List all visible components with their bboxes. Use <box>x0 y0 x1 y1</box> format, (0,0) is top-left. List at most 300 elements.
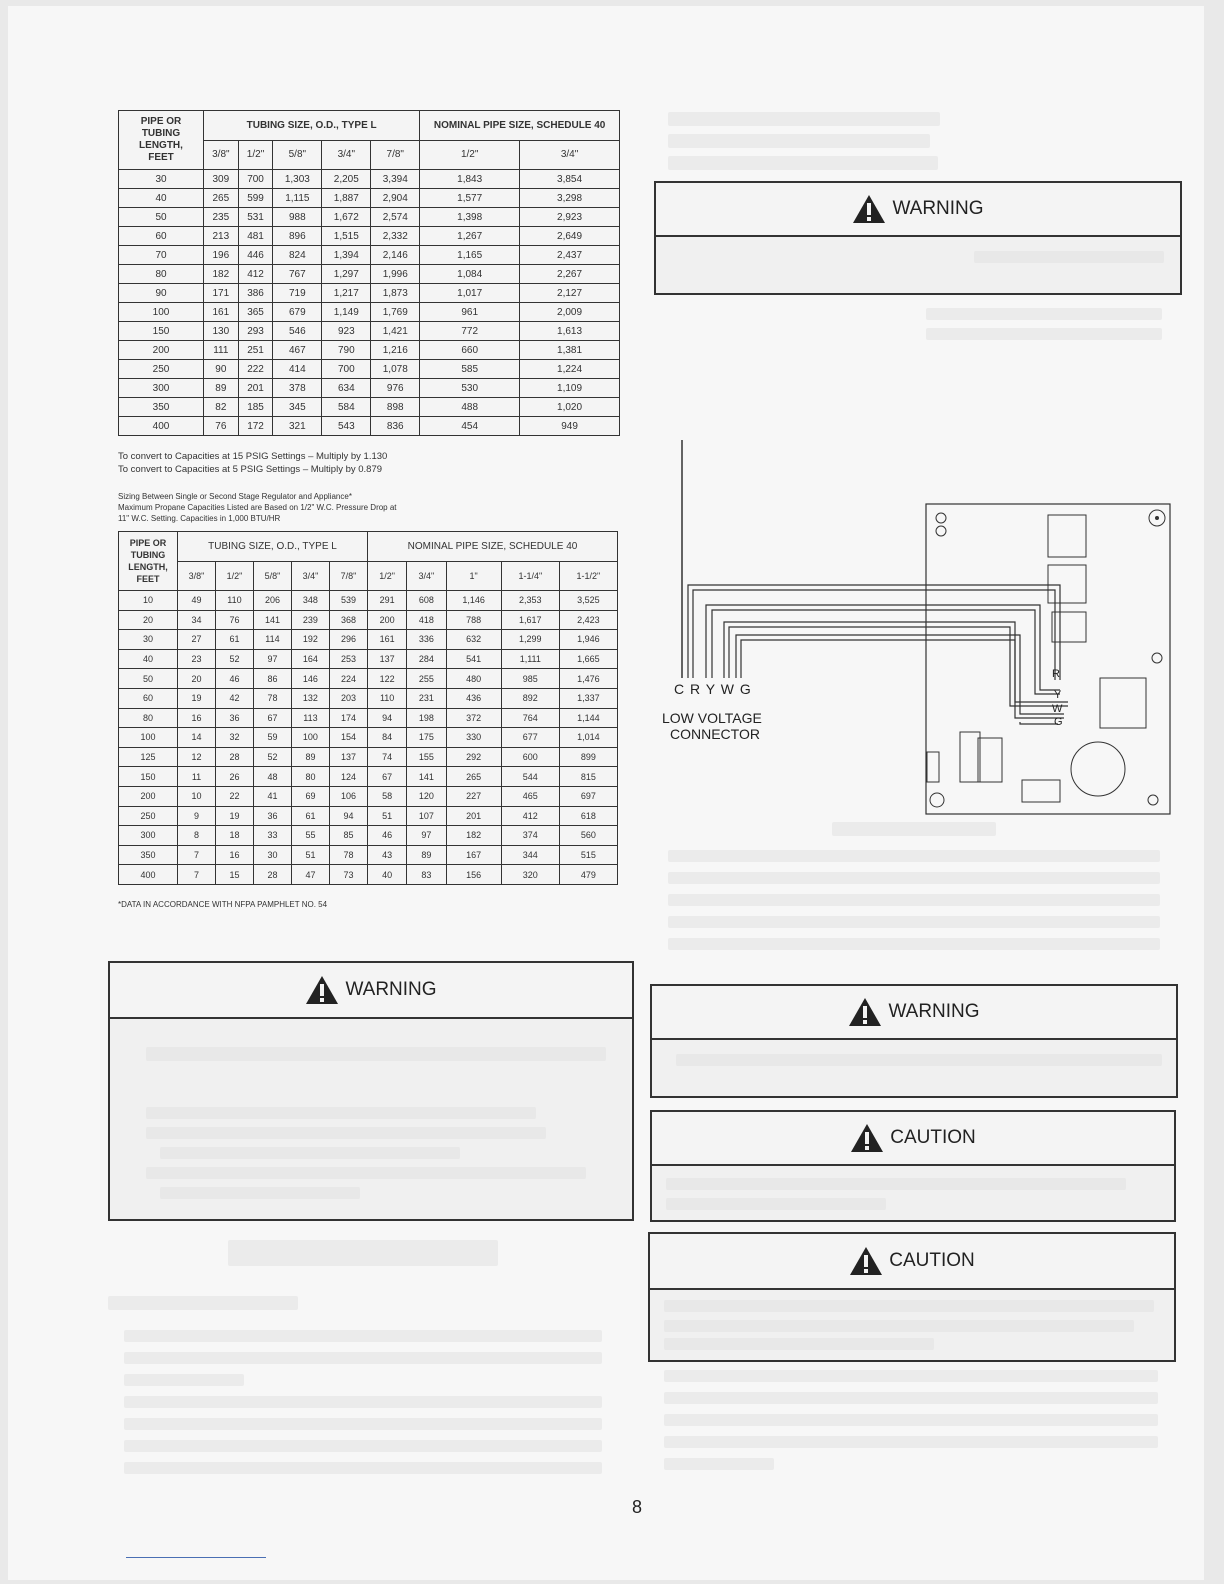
capacity-cell: 48 <box>253 767 291 787</box>
capacity-cell: 412 <box>238 265 273 284</box>
capacity-cell: 1,421 <box>371 322 420 341</box>
capacity-cell: 15 <box>215 865 253 885</box>
capacity-cell: 1,146 <box>446 591 501 611</box>
capacity-cell: 55 <box>291 826 329 846</box>
capacity-cell: 1,476 <box>559 669 617 689</box>
capacity-cell: 2,649 <box>520 227 620 246</box>
capacity-cell: 172 <box>238 417 273 436</box>
wire-label-w: W <box>1052 703 1063 715</box>
warning-title: WARNING <box>888 1001 980 1022</box>
capacity-cell: 1,873 <box>371 284 420 303</box>
faded-text-line <box>664 1300 1154 1312</box>
wire-label-r: R <box>1052 668 1060 680</box>
capacity-cell: 36 <box>215 708 253 728</box>
capacity-cell: 51 <box>367 806 406 826</box>
capacity-cell: 479 <box>559 865 617 885</box>
capacity-cell: 531 <box>238 208 273 227</box>
length-cell: 150 <box>119 767 178 787</box>
capacity-cell: 700 <box>238 170 273 189</box>
capacity-cell: 1,014 <box>559 728 617 748</box>
conversion-note-5psig: To convert to Capacities at 5 PSIG Settings – Multiply by 0.879 <box>118 464 383 475</box>
capacity-cell: 156 <box>446 865 501 885</box>
capacity-cell: 132 <box>291 688 329 708</box>
length-cell: 250 <box>119 360 204 379</box>
faded-text-line <box>124 1396 602 1408</box>
capacity-cell: 372 <box>446 708 501 728</box>
capacity-cell: 30 <box>253 845 291 865</box>
size-header: 1-1/2" <box>559 561 617 591</box>
conversion-note-15psig: To convert to Capacities at 15 PSIG Settings – Multiply by 1.130 <box>118 451 388 462</box>
capacity-cell: 19 <box>215 806 253 826</box>
capacity-cell: 1,398 <box>420 208 520 227</box>
capacity-cell: 10 <box>178 786 216 806</box>
table-row <box>119 826 618 846</box>
terminal-labels: C R Y W G <box>674 681 752 697</box>
length-cell: 90 <box>119 284 204 303</box>
capacity-cell: 94 <box>367 708 406 728</box>
capacity-cell: 1,216 <box>371 341 420 360</box>
capacity-cell: 94 <box>329 806 367 826</box>
table-row <box>119 865 618 885</box>
warning-title: WARNING <box>345 979 437 1000</box>
capacity-cell: 122 <box>367 669 406 689</box>
capacity-cell: 58 <box>367 786 406 806</box>
capacity-cell: 600 <box>501 747 559 767</box>
length-cell: 50 <box>119 669 178 689</box>
table-row <box>119 208 620 227</box>
size-header: 3/4" <box>291 561 329 591</box>
capacity-cell: 18 <box>215 826 253 846</box>
capacity-cell: 213 <box>204 227 239 246</box>
capacity-cell: 436 <box>446 688 501 708</box>
capacity-cell: 767 <box>273 265 322 284</box>
length-cell: 250 <box>119 806 178 826</box>
faded-text-line <box>124 1374 244 1386</box>
capacity-cell: 227 <box>446 786 501 806</box>
capacity-cell: 1,381 <box>520 341 620 360</box>
capacity-cell: 26 <box>215 767 253 787</box>
length-cell: 10 <box>119 591 178 611</box>
table-row <box>119 591 618 611</box>
capacity-cell: 764 <box>501 708 559 728</box>
faded-text-line <box>668 916 1160 928</box>
capacity-cell: 137 <box>367 649 406 669</box>
length-cell: 30 <box>119 170 204 189</box>
capacity-cell: 161 <box>367 630 406 650</box>
capacity-cell: 530 <box>420 379 520 398</box>
capacity-cell: 1,224 <box>520 360 620 379</box>
length-cell: 300 <box>119 379 204 398</box>
capacity-cell: 961 <box>420 303 520 322</box>
capacity-cell: 80 <box>291 767 329 787</box>
nominal-pipe-header: NOMINAL PIPE SIZE, SCHEDULE 40 <box>420 111 620 141</box>
capacity-cell: 8 <box>178 826 216 846</box>
capacity-cell: 1,665 <box>559 649 617 669</box>
capacity-cell: 790 <box>322 341 371 360</box>
capacity-cell: 100 <box>291 728 329 748</box>
capacity-cell: 22 <box>215 786 253 806</box>
faded-text-line <box>124 1418 602 1430</box>
capacity-cell: 235 <box>204 208 239 227</box>
capacity-cell: 1,217 <box>322 284 371 303</box>
faded-text-line <box>668 872 1160 884</box>
table-row <box>119 379 620 398</box>
capacity-cell: 111 <box>204 341 239 360</box>
size-header: 7/8" <box>371 140 420 170</box>
table-row <box>119 688 618 708</box>
size-header: 1/2" <box>215 561 253 591</box>
caution-triangle-icon <box>850 1123 884 1153</box>
capacity-cell: 107 <box>407 806 446 826</box>
length-cell: 80 <box>119 265 204 284</box>
capacity-cell: 43 <box>367 845 406 865</box>
warning-box-shock <box>650 984 1178 1098</box>
capacity-cell: 1,115 <box>273 189 322 208</box>
table-row <box>119 417 620 436</box>
nfpa-footnote: *DATA IN ACCORDANCE WITH NFPA PAMPHLET NO. 54 <box>118 900 328 909</box>
capacity-cell: 146 <box>291 669 329 689</box>
capacity-cell: 585 <box>420 360 520 379</box>
capacity-cell: 231 <box>407 688 446 708</box>
capacity-cell: 33 <box>253 826 291 846</box>
capacity-cell: 541 <box>446 649 501 669</box>
faded-text-line <box>146 1127 546 1139</box>
warning-header <box>652 986 1176 1040</box>
capacity-cell: 1,394 <box>322 246 371 265</box>
capacity-cell: 898 <box>371 398 420 417</box>
capacity-cell: 82 <box>204 398 239 417</box>
capacity-cell: 454 <box>420 417 520 436</box>
warning-triangle-icon <box>848 997 882 1027</box>
capacity-cell: 89 <box>291 747 329 767</box>
capacity-cell: 137 <box>329 747 367 767</box>
table-row <box>119 284 620 303</box>
capacity-cell: 1,577 <box>420 189 520 208</box>
faded-text-line <box>160 1187 360 1199</box>
faded-text-line <box>676 1054 1162 1066</box>
capacity-cell: 1,078 <box>371 360 420 379</box>
capacity-cell: 378 <box>273 379 322 398</box>
faded-text-line <box>664 1436 1158 1448</box>
size-header: 3/4" <box>520 140 620 170</box>
capacity-cell: 201 <box>446 806 501 826</box>
capacity-cell: 815 <box>559 767 617 787</box>
length-cell: 40 <box>119 649 178 669</box>
sizing-note-2: Maximum Propane Capacities Listed are Based on 1/2" W.C. Pressure Drop at <box>118 503 397 512</box>
capacity-cell: 67 <box>367 767 406 787</box>
warning-header <box>656 183 1180 237</box>
capacity-cell: 3,854 <box>520 170 620 189</box>
length-cell: 20 <box>119 610 178 630</box>
capacity-cell: 539 <box>329 591 367 611</box>
table-row <box>119 669 618 689</box>
faded-text-line <box>146 1047 606 1061</box>
capacity-cell: 12 <box>178 747 216 767</box>
table-row <box>119 728 618 748</box>
capacity-cell: 1,769 <box>371 303 420 322</box>
warning-title: WARNING <box>892 198 984 219</box>
length-cell: 400 <box>119 417 204 436</box>
capacity-cell: 1,020 <box>520 398 620 417</box>
faded-text-line <box>664 1320 1134 1332</box>
capacity-cell: 677 <box>501 728 559 748</box>
length-cell: 70 <box>119 246 204 265</box>
table-row <box>119 649 618 669</box>
faded-subheading <box>832 822 996 836</box>
capacity-cell: 74 <box>367 747 406 767</box>
faded-text-line <box>664 1392 1158 1404</box>
faded-text-line <box>668 134 930 148</box>
connector-label-line1: LOW VOLTAGE <box>662 710 762 726</box>
caution-box-2 <box>648 1232 1176 1362</box>
pipe-length-header: PIPE OR TUBING LENGTH, FEET <box>119 111 204 170</box>
pipe-length-header-2: PIPE OR TUBING LENGTH, FEET <box>119 532 178 591</box>
caution-header <box>650 1234 1174 1290</box>
capacity-cell: 16 <box>215 845 253 865</box>
capacity-cell: 1,946 <box>559 630 617 650</box>
nominal-pipe-header-2: NOMINAL PIPE SIZE, SCHEDULE 40 <box>367 532 617 562</box>
capacity-cell: 175 <box>407 728 446 748</box>
length-cell: 40 <box>119 189 204 208</box>
faded-section-title <box>228 1240 498 1266</box>
faded-text-line <box>926 328 1162 340</box>
capacity-cell: 67 <box>253 708 291 728</box>
capacity-cell: 480 <box>446 669 501 689</box>
table-row <box>119 806 618 826</box>
faded-text-line <box>124 1440 602 1452</box>
capacity-cell: 201 <box>238 379 273 398</box>
capacity-cell: 336 <box>407 630 446 650</box>
capacity-cell: 599 <box>238 189 273 208</box>
capacity-cell: 78 <box>329 845 367 865</box>
capacity-cell: 253 <box>329 649 367 669</box>
capacity-cell: 719 <box>273 284 322 303</box>
capacity-cell: 1,267 <box>420 227 520 246</box>
capacity-cell: 46 <box>215 669 253 689</box>
caution-box-1 <box>650 1110 1176 1222</box>
capacity-cell: 9 <box>178 806 216 826</box>
capacity-cell: 1,613 <box>520 322 620 341</box>
size-header: 3/4" <box>407 561 446 591</box>
capacity-cell: 2,923 <box>520 208 620 227</box>
capacity-cell: 120 <box>407 786 446 806</box>
capacity-cell: 86 <box>253 669 291 689</box>
faded-text-line <box>124 1330 602 1342</box>
table-row <box>119 360 620 379</box>
capacity-cell: 1,996 <box>371 265 420 284</box>
capacity-cell: 1,297 <box>322 265 371 284</box>
table-row <box>119 398 620 417</box>
warning-box-propane <box>108 961 634 1221</box>
capacity-cell: 167 <box>446 845 501 865</box>
capacity-cell: 467 <box>273 341 322 360</box>
capacity-cell: 185 <box>238 398 273 417</box>
capacity-cell: 700 <box>322 360 371 379</box>
propane-capacity-table-1 <box>118 110 620 436</box>
faded-text-line <box>146 1167 586 1179</box>
capacity-cell: 16 <box>178 708 216 728</box>
capacity-cell: 1,617 <box>501 610 559 630</box>
capacity-cell: 59 <box>253 728 291 748</box>
capacity-cell: 255 <box>407 669 446 689</box>
capacity-cell: 52 <box>215 649 253 669</box>
capacity-cell: 124 <box>329 767 367 787</box>
table-row <box>119 303 620 322</box>
capacity-cell: 772 <box>420 322 520 341</box>
capacity-cell: 348 <box>291 591 329 611</box>
capacity-cell: 73 <box>329 865 367 885</box>
capacity-cell: 988 <box>273 208 322 227</box>
capacity-cell: 1,337 <box>559 688 617 708</box>
capacity-cell: 27 <box>178 630 216 650</box>
capacity-cell: 546 <box>273 322 322 341</box>
capacity-cell: 899 <box>559 747 617 767</box>
capacity-cell: 203 <box>329 688 367 708</box>
faded-text-line <box>146 1107 536 1119</box>
connector-label-line2: CONNECTOR <box>670 726 760 742</box>
size-header: 3/8" <box>204 140 239 170</box>
length-cell: 80 <box>119 708 178 728</box>
table-row <box>119 767 618 787</box>
capacity-cell: 1,299 <box>501 630 559 650</box>
capacity-cell: 28 <box>253 865 291 885</box>
capacity-cell: 141 <box>253 610 291 630</box>
capacity-cell: 896 <box>273 227 322 246</box>
capacity-cell: 3,298 <box>520 189 620 208</box>
capacity-cell: 182 <box>204 265 239 284</box>
capacity-cell: 224 <box>329 669 367 689</box>
capacity-cell: 61 <box>215 630 253 650</box>
capacity-cell: 200 <box>367 610 406 630</box>
capacity-cell: 49 <box>178 591 216 611</box>
capacity-cell: 110 <box>367 688 406 708</box>
capacity-cell: 2,205 <box>322 170 371 189</box>
capacity-cell: 97 <box>253 649 291 669</box>
capacity-cell: 465 <box>501 786 559 806</box>
capacity-cell: 2,267 <box>520 265 620 284</box>
sizing-note-1: Sizing Between Single or Second Stage Regulator and Appliance* <box>118 492 352 501</box>
capacity-cell: 2,009 <box>520 303 620 322</box>
faded-text-line <box>664 1338 934 1350</box>
capacity-cell: 46 <box>367 826 406 846</box>
capacity-cell: 2,574 <box>371 208 420 227</box>
capacity-cell: 2,332 <box>371 227 420 246</box>
size-header: 1/2" <box>367 561 406 591</box>
length-cell: 350 <box>119 398 204 417</box>
capacity-cell: 320 <box>501 865 559 885</box>
capacity-cell: 20 <box>178 669 216 689</box>
table-row <box>119 189 620 208</box>
capacity-cell: 923 <box>322 322 371 341</box>
capacity-cell: 164 <box>291 649 329 669</box>
capacity-cell: 1,843 <box>420 170 520 189</box>
table-row <box>119 786 618 806</box>
table-row <box>119 630 618 650</box>
capacity-cell: 634 <box>322 379 371 398</box>
size-header: 3/4" <box>322 140 371 170</box>
warning-triangle-icon <box>852 194 886 224</box>
capacity-cell: 51 <box>291 845 329 865</box>
capacity-cell: 1,303 <box>273 170 322 189</box>
capacity-cell: 481 <box>238 227 273 246</box>
faded-text-line <box>124 1462 602 1474</box>
capacity-cell: 113 <box>291 708 329 728</box>
faded-text-line <box>668 850 1160 862</box>
capacity-cell: 368 <box>329 610 367 630</box>
capacity-cell: 1,017 <box>420 284 520 303</box>
capacity-cell: 296 <box>329 630 367 650</box>
caution-header <box>652 1112 1174 1166</box>
caution-triangle-icon <box>849 1246 883 1276</box>
faded-text-line <box>160 1147 460 1159</box>
table-row <box>119 265 620 284</box>
capacity-cell: 697 <box>559 786 617 806</box>
wire-label-y: Y <box>1054 689 1062 701</box>
capacity-cell: 321 <box>273 417 322 436</box>
capacity-cell: 265 <box>446 767 501 787</box>
faded-text-line <box>124 1352 602 1364</box>
length-cell: 300 <box>119 826 178 846</box>
capacity-cell: 84 <box>367 728 406 748</box>
table-row <box>119 246 620 265</box>
capacity-cell: 174 <box>329 708 367 728</box>
warning-box-electrical <box>654 181 1182 295</box>
length-cell: 150 <box>119 322 204 341</box>
table-row <box>119 170 620 189</box>
capacity-cell: 36 <box>253 806 291 826</box>
capacity-cell: 584 <box>322 398 371 417</box>
capacity-cell: 110 <box>215 591 253 611</box>
length-cell: 100 <box>119 303 204 322</box>
capacity-cell: 154 <box>329 728 367 748</box>
capacity-cell: 7 <box>178 865 216 885</box>
capacity-cell: 106 <box>329 786 367 806</box>
sizing-note-3: 11" W.C. Setting. Capacities in 1,000 BTU/HR <box>118 514 281 523</box>
capacity-cell: 130 <box>204 322 239 341</box>
capacity-cell: 660 <box>420 341 520 360</box>
capacity-cell: 78 <box>253 688 291 708</box>
warning-triangle-icon <box>305 975 339 1005</box>
length-cell: 400 <box>119 865 178 885</box>
capacity-cell: 28 <box>215 747 253 767</box>
capacity-cell: 3,394 <box>371 170 420 189</box>
capacity-cell: 61 <box>291 806 329 826</box>
capacity-cell: 83 <box>407 865 446 885</box>
capacity-cell: 182 <box>446 826 501 846</box>
capacity-cell: 515 <box>559 845 617 865</box>
size-header: 3/8" <box>178 561 216 591</box>
capacity-cell: 23 <box>178 649 216 669</box>
tubing-size-header-2: TUBING SIZE, O.D., TYPE L <box>178 532 368 562</box>
capacity-cell: 976 <box>371 379 420 398</box>
capacity-cell: 291 <box>367 591 406 611</box>
faded-text-line <box>926 308 1162 320</box>
capacity-cell: 7 <box>178 845 216 865</box>
capacity-cell: 1,084 <box>420 265 520 284</box>
capacity-cell: 2,423 <box>559 610 617 630</box>
capacity-cell: 97 <box>407 826 446 846</box>
capacity-cell: 161 <box>204 303 239 322</box>
capacity-cell: 69 <box>291 786 329 806</box>
capacity-cell: 171 <box>204 284 239 303</box>
capacity-cell: 824 <box>273 246 322 265</box>
capacity-cell: 76 <box>204 417 239 436</box>
length-cell: 350 <box>119 845 178 865</box>
warning-header <box>110 963 632 1019</box>
capacity-cell: 89 <box>407 845 446 865</box>
caution-title: CAUTION <box>889 1250 975 1271</box>
capacity-cell: 76 <box>215 610 253 630</box>
